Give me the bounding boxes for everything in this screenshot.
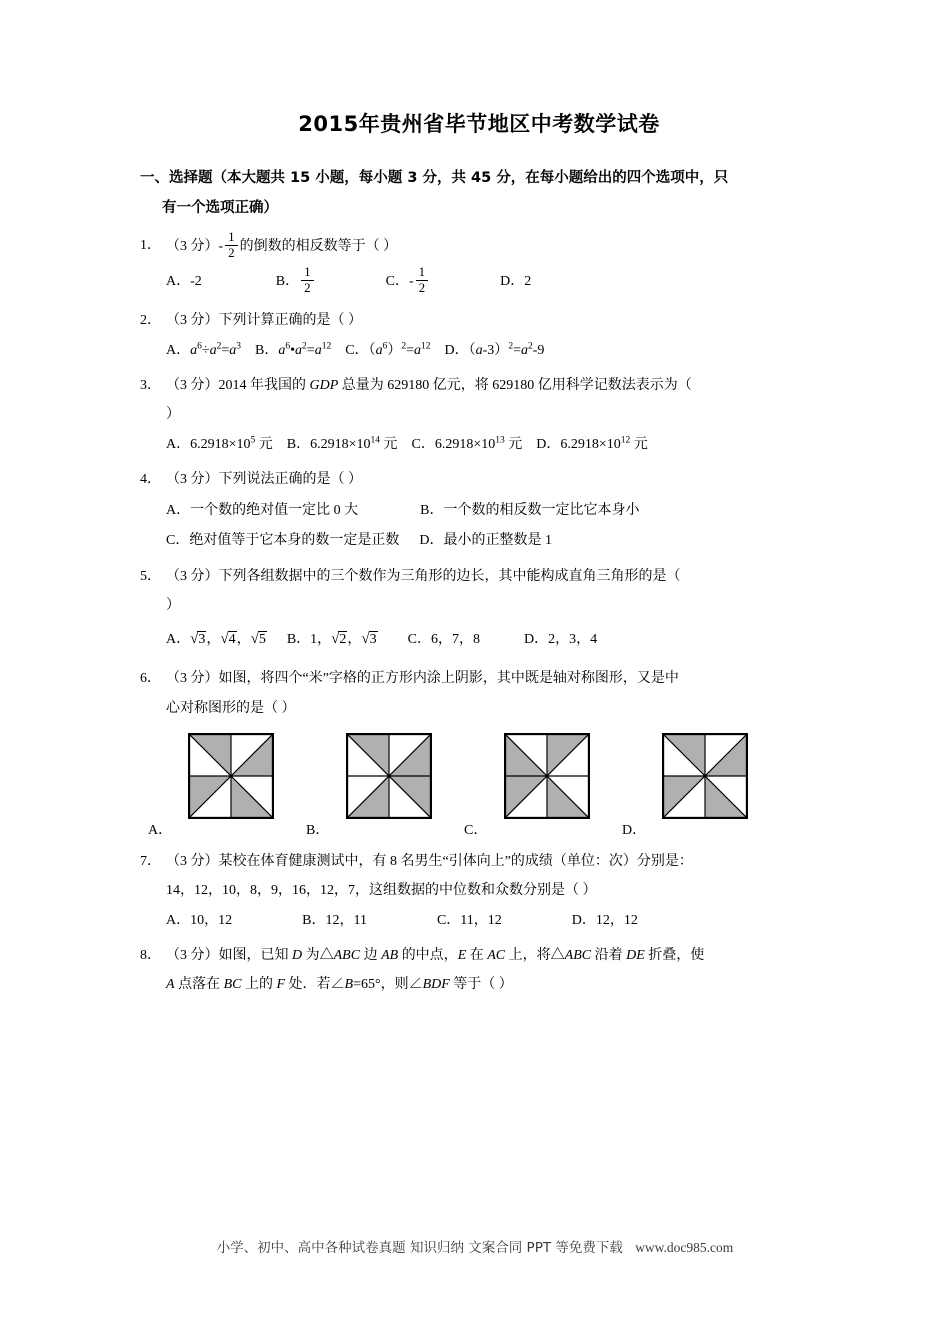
question-7-number: 7．: [140, 853, 161, 869]
footer-url[interactable]: www.doc985.com: [635, 1240, 734, 1255]
option-4-c: C．绝对值等于它本身的数一定是正数: [166, 533, 400, 549]
figure-c-svg: [504, 733, 590, 819]
option-7-a: A．10，12: [166, 912, 233, 928]
option-5-d: D．2，3，4: [523, 631, 598, 647]
question-6-stem-line1: （3 分）如图，将四个“米”字格的正方形内涂上阴影，其中既是轴对称图形，又是中: [166, 671, 679, 687]
footer: [0, 1236, 950, 1256]
figure-d-label: D．: [622, 822, 647, 838]
fraction-half-c: $\frac{1}{2}$: [416, 265, 429, 295]
question-4-stem: （3 分）下列说法正确的是（ ）: [166, 472, 362, 488]
question-2-number: 2．: [140, 312, 161, 328]
question-7-stem-line2: 14，12，10，8，9，16，12，7，这组数据的中位数和众数分别是（ ）: [166, 882, 597, 898]
question-2-options: [140, 337, 818, 365]
section-heading-line1: 一、选择题（本大题共 15 小题，每小题 3 分，共 45 分，在每小题给出的四个选项中，只: [140, 170, 729, 186]
question-4-number: 4．: [140, 472, 161, 488]
figure-c-label: C．: [464, 822, 488, 838]
question-6-stem-line2: 心对称图形的是（ ）: [166, 700, 296, 716]
question-6-number: 6．: [140, 671, 161, 687]
question-8-stem-line1: （3 分）如图，已知 D 为△ABC 边 AB 的中点，E 在 AC 上，将△ABC 沿着 DE 折叠，使: [166, 947, 705, 963]
question-4: [140, 465, 818, 494]
option-1-b: B． $\frac{1}{2}$: [276, 264, 316, 300]
question-6: [140, 664, 818, 722]
option-2-c: C．$(a^6)^2=a^{12}$: [345, 341, 431, 359]
question-1: [140, 231, 818, 261]
question-5-stem-line1: （3 分）下列各组数据中的三个数作为三角形的边长，其中能构成直角三角形的是（: [166, 568, 681, 584]
question-5-options: [140, 622, 818, 657]
figure-c: [504, 733, 590, 819]
option-3-b: B．$6.2918\times 10^{14}$ 元: [286, 435, 398, 453]
figure-a-svg: [188, 733, 274, 819]
question-2-stem: （3 分）下列计算正确的是（ ）: [166, 312, 362, 328]
footer-text: 小学、初中、高中各种试卷真题 知识归纳 文案合同 PPT 等免费下载: [216, 1240, 623, 1256]
option-1-d: D．2: [500, 273, 532, 289]
option-5-a: A．√3，√4，√5: [166, 630, 266, 647]
option-3-d: D．$6.2918\times 10^{12}$ 元: [536, 435, 648, 453]
question-4-options-row2: [166, 526, 818, 556]
option-7-c: C．11，12: [436, 912, 502, 928]
question-5-number: 5．: [140, 568, 161, 584]
option-4-b: B．一个数的相反数一定比它本身小: [420, 503, 640, 519]
figure-b: [346, 733, 432, 819]
question-8: [140, 941, 818, 999]
figure-a: [188, 733, 274, 819]
question-1-options: [140, 264, 818, 300]
option-7-d: D．12，12: [571, 912, 638, 928]
option-5-c: C．6，7，8: [407, 631, 480, 647]
figure-b-label: B．: [306, 822, 330, 838]
option-5-b: B．1，√2，√3: [286, 630, 377, 647]
fraction-one-half: $\frac{1}{2}$: [225, 230, 238, 260]
question-4-options-row1: [166, 496, 818, 526]
fraction-half-b: $\frac{1}{2}$: [301, 265, 314, 295]
section-heading-line2: 有一个选项正确）: [162, 199, 278, 216]
figure-d-svg: [662, 733, 748, 819]
question-5: [140, 562, 818, 620]
question-3-stem-line1: （3 分）2014 年我国的 GDP 总量为 629180 亿元，将 629180 亿用科学记数法表示为（: [166, 378, 692, 394]
question-8-number: 8．: [140, 947, 161, 963]
figure-b-svg: [346, 733, 432, 819]
question-3-number: 3．: [140, 378, 161, 394]
option-7-b: B．12，11: [302, 912, 367, 928]
question-7-stem-line1: （3 分）某校在体育健康测试中，有 8 名男生“引体向上”的成绩（单位：次）分别是：: [166, 853, 693, 869]
option-1-c: C．- $\frac{1}{2}$: [386, 264, 431, 300]
question-7: [140, 847, 818, 905]
option-4-a: A．一个数的绝对值一定比 0 大: [166, 503, 359, 519]
option-4-d: D．最小的正整数是 1: [419, 533, 552, 549]
question-1-score: （3 分）: [166, 238, 219, 254]
question-3: [140, 371, 818, 429]
document-content: [140, 108, 818, 1001]
option-2-b: B．$a^6•a^2=a^{12}$: [255, 341, 332, 359]
option-3-c: C．$6.2918\times 10^{13}$ 元: [411, 435, 523, 453]
page-title: 2015年贵州省毕节地区中考数学试卷: [298, 112, 660, 136]
question-8-stem-line2: A 点落在 BC 上的 F 处．若∠B=65°，则∠BDF 等于（ ）: [166, 976, 513, 992]
figure-a-label: A．: [148, 822, 173, 838]
question-2: [140, 306, 818, 335]
question-1-stem: [166, 229, 398, 260]
question-5-stem-line2: ）: [166, 597, 180, 613]
question-1-stem-post: 的倒数的相反数等于（ ）: [239, 238, 398, 254]
section-heading: [140, 164, 818, 223]
option-3-a: A．$6.2918\times 10^5$ 元: [166, 435, 273, 453]
figure-d: [662, 733, 748, 819]
option-2-d: D．$(a-3)^2=a^2-9$: [444, 341, 545, 359]
question-1-stem-pre: -: [218, 238, 224, 254]
question-3-stem-line2: ）: [166, 407, 180, 423]
question-3-options: [140, 431, 818, 459]
question-1-number: 1．: [140, 238, 161, 254]
option-1-a: A．-2: [166, 273, 202, 289]
question-6-figures: [140, 733, 818, 837]
question-7-options: [140, 907, 818, 935]
question-4-options: [140, 496, 818, 555]
option-2-a: A．$a^6\div a^2=a^3$: [166, 341, 242, 359]
